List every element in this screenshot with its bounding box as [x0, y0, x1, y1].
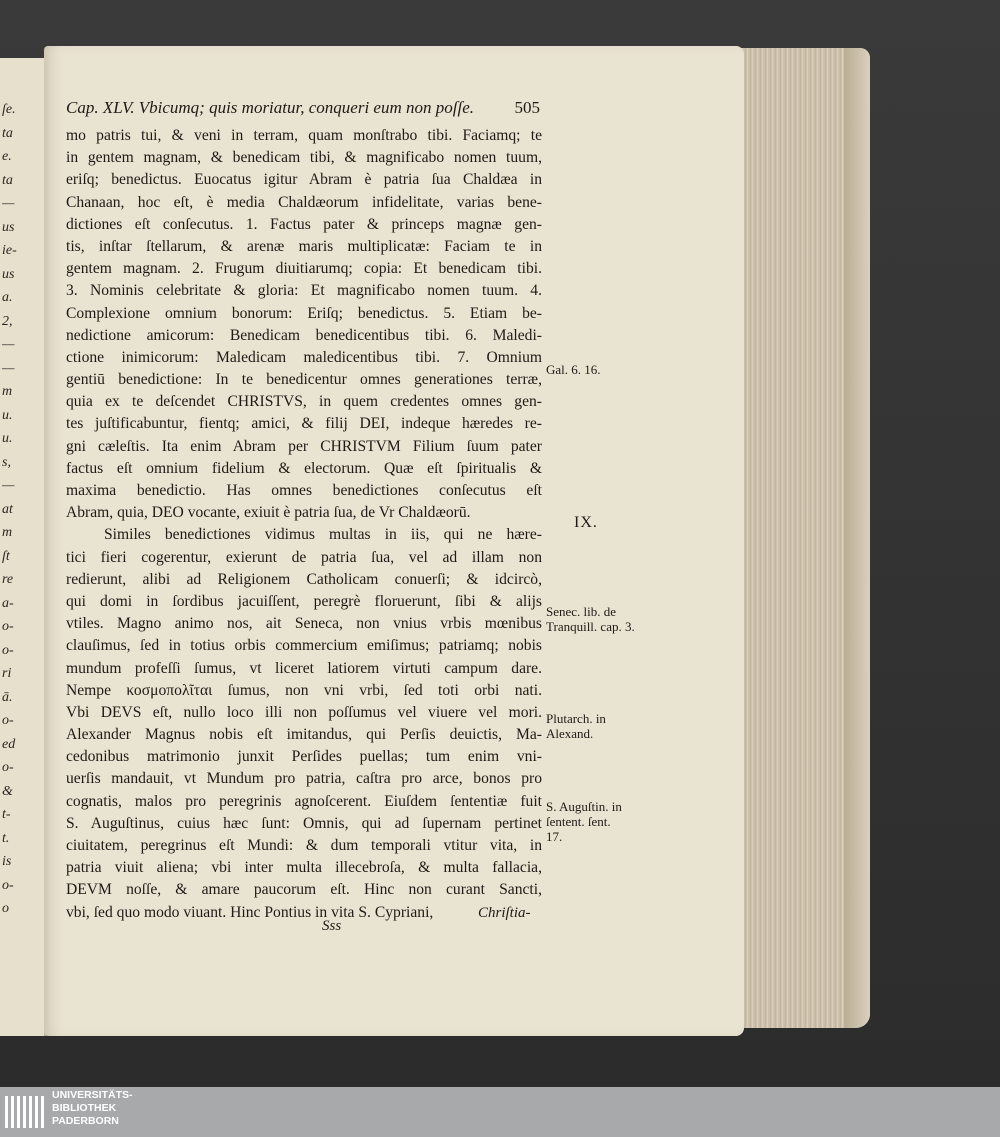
left-page-fragment: u.	[2, 431, 13, 446]
text-line: cedonibus matrimonio junxit Perſides puellas; tum enim vni-	[66, 748, 542, 766]
text-line: Similes benedictiones vidimus multas in iis, qui ne hære-	[104, 526, 542, 544]
margin-note: Plutarch. in Alexand.	[546, 711, 606, 741]
left-page-fragment: ie-	[2, 243, 17, 258]
catchword: Chriſtia-	[478, 905, 531, 921]
left-page-fragment: t.	[2, 830, 10, 846]
section-number: IX.	[574, 514, 598, 531]
text-line: Abram, quia, DEO vocante, exiuit è patria ſua, de Vr Chaldæorū.	[66, 504, 471, 522]
left-page-fragment: ri	[2, 666, 12, 681]
left-page-fragment: 2,	[2, 313, 13, 329]
left-page-fragment: ed	[2, 736, 16, 752]
left-page-fragment: m	[2, 384, 13, 399]
left-page-fragment: —	[2, 337, 15, 352]
left-page-fragment: re	[2, 572, 14, 587]
library-logo-icon	[2, 1090, 46, 1134]
text-line: dictiones eſt conſecutus. 1. Factus pater & princeps magnæ gen-	[66, 215, 542, 233]
text-line: qui domi in ſordibus jacuiſſent, peregrè floruerunt, ſibi & alijs	[66, 592, 542, 610]
text-line: maxima benedictio. Has omnes benedictiones conſecutus eſt	[66, 482, 542, 499]
left-page-fragment: at	[2, 501, 13, 517]
library-line: PADERBORN	[52, 1115, 119, 1127]
text-line: ciuitatem, peregrinus eſt Mundi: & dum temporali vtitur vita, in	[66, 837, 542, 854]
left-page-fragment: m	[2, 525, 13, 540]
text-line: eriſq; benedictus. Euocatus igitur Abram è patria ſua Chaldæa in	[66, 171, 542, 189]
text-line: Nempe κοσμοπολῖται ſumus, non vni vrbi, ſed toti orbi nati.	[66, 681, 542, 699]
text-line: in gentem magnam, & benedicam tibi, & magnificabo nomen tuum,	[66, 149, 542, 167]
text-line: redierunt, alibi ad Religionem Catholicam conuerſi; & idcircò,	[66, 570, 542, 588]
body-text	[66, 125, 542, 924]
left-page-fragment: o-	[2, 619, 14, 634]
text-line: Vbi DEVS eſt, nullo loco illi non poſſumus vel viuere vel mori.	[66, 703, 542, 721]
left-page-fragment: —	[2, 360, 15, 376]
text-line: cognatis, malos pro peregrinis agnoſcerent. Eiuſdem ſententiæ fuit	[66, 792, 542, 810]
text-line: DEVM noſſe, & amare paucorum eſt. Hinc non curant Sancti,	[66, 881, 542, 899]
left-page-fragment: o-	[2, 642, 14, 658]
left-page-fragment: s,	[2, 454, 11, 470]
left-page-fragment: ſt	[2, 548, 10, 564]
library-name	[52, 1089, 133, 1128]
text-line: clauſimus, ſed in totius orbis commercium emiſimus; patriamq; nobis	[66, 637, 542, 655]
left-page-fragment: us	[2, 266, 15, 282]
text-line: patria viuit aliena; vbi inter multa illecebroſa, & multa fallacia,	[66, 859, 542, 877]
signature-mark: Sss	[322, 918, 342, 934]
left-page-fragment: a-	[2, 595, 14, 611]
left-page-fragment: ta	[2, 172, 13, 188]
margin-note: S. Auguſtin. in ſentent. ſent. 17.	[546, 799, 622, 844]
left-page-fragment: t-	[2, 807, 11, 822]
text-line: factus eſt omnium fidelium & electorum. Quæ eſt ſpiritualis &	[66, 459, 542, 477]
left-page-fragment: ā.	[2, 689, 13, 705]
left-page-fragment: e.	[2, 149, 12, 164]
left-page-fragment: us	[2, 219, 15, 235]
text-line: S. Auguſtinus, cuius hæc ſunt: Omnis, qui ad ſupernam pertinet	[66, 814, 542, 832]
text-line: 3. Nominis celebritate & gloria: Et magnificabo nomen tuum. 4.	[66, 282, 542, 300]
running-header	[66, 98, 540, 118]
text-line: Chanaan, hoc eſt, è media Chaldæorum infidelitate, varias bene-	[66, 193, 542, 211]
left-page-fragment: u.	[2, 407, 13, 423]
text-line: vbi, ſed quo modo viuant. Hinc Pontius in vita S. Cypriani,	[66, 903, 434, 921]
left-page-edge	[0, 58, 46, 1036]
left-page-fragment: o-	[2, 760, 14, 775]
left-page-fragment: is	[2, 854, 12, 869]
text-line: tis, inſtar ſtellarum, & arenæ maris multiplicatæ: Faciam te in	[66, 237, 542, 255]
book-fore-edge	[724, 48, 870, 1028]
text-line: Complexione omnium bonorum: Eriſq; benedictus. 5. Etiam be-	[66, 304, 542, 322]
text-line: gentem magnam. 2. Frugum diuitiarumq; copia: Et benedicam tibi.	[66, 260, 542, 278]
text-line: nedictione amicorum: Benedicam benedicentibus tibi. 6. Maledi-	[66, 326, 542, 344]
left-page-fragment: ta	[2, 125, 13, 141]
margin-note: Gal. 6. 16.	[546, 362, 601, 377]
text-line: gni cæleſtis. Ita enim Abram per CHRISTVM Filium ſuum pater	[66, 437, 542, 455]
book-cover-rim	[844, 48, 870, 1028]
text-line: mo patris tui, & veni in terram, quam monſtrabo tibi. Faciamq; te	[66, 127, 542, 144]
text-line: mundum profeſſi ſumus, vt liceret latiorem virtuti campum dare.	[66, 659, 542, 677]
text-line: tes juſtificabuntur, fientq; amici, & filij DEI, indeque hæredes re-	[66, 415, 542, 433]
left-page-fragment: o-	[2, 713, 14, 728]
text-line: tici fieri cogerentur, exierunt de patria ſua, vel ad illam non	[66, 548, 542, 566]
text-line: uerſis mandauit, vt Mundum pro patria, caſtra pro arce, bonos pro	[66, 770, 542, 788]
library-line: UNIVERSITÄTS-	[52, 1089, 133, 1101]
left-page-fragment: o-	[2, 877, 14, 893]
left-page-fragment: ſe.	[2, 102, 16, 117]
footer-bar	[0, 1087, 1000, 1137]
left-page-fragment: —	[2, 478, 15, 493]
running-title: Cap. XLV. Vbicumq; quis moriatur, conqueri eum non poſſe.	[66, 98, 474, 117]
text-line: vtiles. Magno animo nos, ait Seneca, non vnius vrbis mœnibus	[66, 615, 542, 633]
margin-note: Senec. lib. de Tranquill. cap. 3.	[546, 604, 635, 634]
library-line: BIBLIOTHEK	[52, 1102, 117, 1114]
text-line: gentiū benedictione: In te benedicentur omnes generationes terræ,	[66, 371, 542, 389]
left-page-fragment: &	[2, 783, 13, 799]
text-line: quia ex te deſcendet CHRISTVS, in quem credentes omnes gen-	[66, 393, 542, 411]
page-number: 505	[514, 98, 540, 117]
left-page-fragment: a.	[2, 290, 13, 305]
left-page-fragment: —	[2, 196, 15, 211]
left-page-fragment: o	[2, 901, 9, 916]
text-line: ctione inimicorum: Maledicam maledicentibus tibi. 7. Omnium	[66, 348, 542, 366]
text-line: Alexander Magnus nobis eſt imitandus, qui Perſis deuictis, Ma-	[66, 726, 542, 744]
